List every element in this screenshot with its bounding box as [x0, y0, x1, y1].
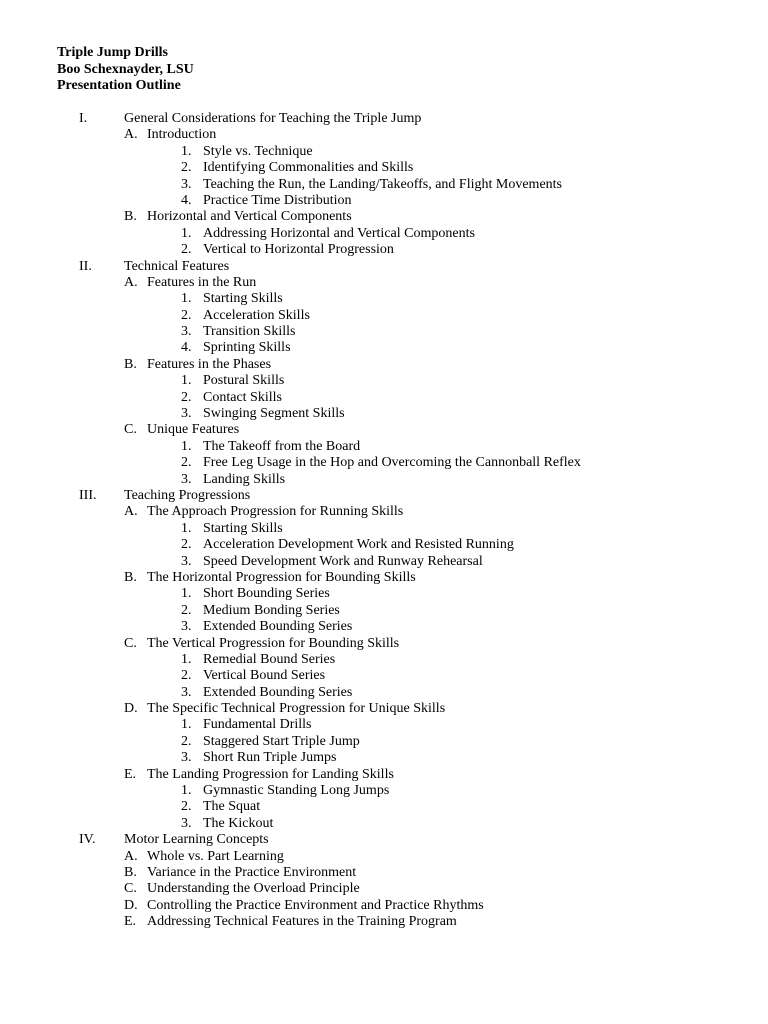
outline-item-level-2: [0, 914, 768, 930]
outline-item-level-3: [0, 734, 768, 750]
outline-item-number: 1.: [181, 717, 192, 733]
outline-item-level-3: [0, 668, 768, 684]
outline-item-level-3: [0, 242, 768, 258]
outline-item-level-1: [0, 259, 768, 275]
outline-item-number: I.: [79, 111, 88, 126]
document-header: [57, 45, 194, 95]
outline-item-level-3: [0, 193, 768, 209]
outline-item-text: Identifying Commonalities and Skills: [203, 160, 414, 176]
outline-item-number: 2.: [181, 307, 192, 323]
outline-item-text: Vertical Bound Series: [203, 668, 326, 684]
outline-item-number: 1.: [181, 651, 192, 667]
outline-item-text: Variance in the Practice Environment: [147, 864, 357, 880]
outline-item-text: Features in the Phases: [147, 356, 272, 372]
outline-item-level-2: [0, 127, 768, 143]
outline-item-number: D.: [124, 701, 138, 717]
outline-item-number: 1.: [181, 586, 192, 602]
outline-item-text: Contact Skills: [203, 389, 282, 405]
outline-item-number: E.: [124, 766, 137, 782]
outline-item-number: 3.: [181, 750, 192, 766]
document-subtitle: Presentation Outline: [57, 78, 181, 94]
presentation-outline: [0, 111, 768, 931]
outline-item-level-3: [0, 586, 768, 602]
outline-item-number: 1.: [181, 783, 192, 799]
outline-item-level-3: [0, 177, 768, 193]
outline-item-level-2: [0, 275, 768, 291]
outline-item-text: Sprinting Skills: [203, 340, 291, 356]
outline-item-text: The Takeoff from the Board: [203, 438, 361, 454]
outline-item-number: A.: [124, 127, 138, 143]
outline-item-level-3: [0, 619, 768, 635]
outline-item-number: 3.: [181, 324, 192, 340]
outline-item-level-3: [0, 455, 768, 471]
outline-item-level-2: [0, 504, 768, 520]
outline-item-level-2: [0, 849, 768, 865]
outline-item-text: Medium Bonding Series: [203, 602, 340, 618]
document-author: Boo Schexnayder, LSU: [57, 61, 194, 77]
outline-item-text: Short Run Triple Jumps: [203, 750, 337, 766]
outline-item-text: The Landing Progression for Landing Skills: [147, 766, 394, 782]
outline-item-level-3: [0, 291, 768, 307]
outline-item-text: Teaching Progressions: [124, 487, 251, 503]
outline-item-text: Teaching the Run, the Landing/Takeoffs, and Flight Movements: [203, 176, 562, 192]
outline-item-number: B.: [124, 569, 137, 585]
outline-item-text: Transition Skills: [203, 324, 296, 340]
outline-item-number: 3.: [181, 815, 192, 831]
outline-item-number: E.: [124, 914, 137, 930]
outline-item-text: The Squat: [203, 799, 261, 815]
outline-item-text: The Approach Progression for Running Skills: [147, 504, 404, 520]
outline-item-level-3: [0, 406, 768, 422]
outline-item-number: 3.: [181, 406, 192, 422]
outline-item-level-2: [0, 881, 768, 897]
outline-item-number: 2.: [181, 799, 192, 815]
outline-item-text: Whole vs. Part Learning: [147, 848, 284, 864]
outline-item-text: Horizontal and Vertical Components: [147, 209, 352, 225]
outline-item-level-3: [0, 717, 768, 733]
outline-item-level-3: [0, 816, 768, 832]
outline-item-text: Addressing Horizontal and Vertical Components: [203, 225, 475, 241]
outline-item-text: Staggered Start Triple Jump: [203, 733, 360, 749]
outline-item-number: 1.: [181, 438, 192, 454]
outline-item-text: Practice Time Distribution: [203, 192, 352, 208]
outline-item-number: C.: [124, 635, 137, 651]
outline-item-number: B.: [124, 356, 137, 372]
outline-item-number: II.: [79, 258, 92, 274]
outline-item-number: 2.: [181, 602, 192, 618]
outline-item-number: 3.: [181, 176, 192, 192]
outline-item-level-3: [0, 537, 768, 553]
outline-item-number: 3.: [181, 471, 192, 487]
outline-item-number: 3.: [181, 684, 192, 700]
outline-item-number: 1.: [181, 225, 192, 241]
outline-item-level-3: [0, 439, 768, 455]
outline-item-level-2: [0, 209, 768, 225]
outline-item-level-3: [0, 750, 768, 766]
outline-item-number: B.: [124, 864, 137, 880]
outline-item-number: D.: [124, 897, 138, 913]
outline-item-level-3: [0, 472, 768, 488]
outline-item-number: A.: [124, 848, 138, 864]
outline-item-level-2: [0, 898, 768, 914]
outline-item-number: 2.: [181, 389, 192, 405]
outline-item-text: The Vertical Progression for Bounding Skills: [147, 635, 400, 651]
outline-item-number: C.: [124, 422, 137, 438]
outline-item-level-3: [0, 783, 768, 799]
outline-item-text: Understanding the Overload Principle: [147, 881, 360, 897]
outline-item-text: Vertical to Horizontal Progression: [203, 242, 394, 258]
outline-item-level-3: [0, 308, 768, 324]
outline-item-number: 3.: [181, 553, 192, 569]
outline-item-number: 4.: [181, 340, 192, 356]
outline-item-number: A.: [124, 504, 138, 520]
outline-item-level-1: [0, 111, 768, 127]
outline-item-level-2: [0, 701, 768, 717]
outline-item-text: General Considerations for Teaching the Triple Jump: [124, 111, 422, 126]
outline-item-text: Extended Bounding Series: [203, 619, 353, 635]
outline-item-level-3: [0, 799, 768, 815]
outline-item-number: 1.: [181, 520, 192, 536]
outline-item-level-2: [0, 865, 768, 881]
outline-item-number: 2.: [181, 537, 192, 553]
outline-item-number: 2.: [181, 160, 192, 176]
outline-item-level-3: [0, 144, 768, 160]
outline-item-level-3: [0, 603, 768, 619]
outline-item-number: 2.: [181, 242, 192, 258]
outline-item-text: Swinging Segment Skills: [203, 406, 345, 422]
outline-item-level-2: [0, 357, 768, 373]
outline-item-text: Acceleration Development Work and Resisted Running: [203, 537, 514, 553]
outline-item-text: The Horizontal Progression for Bounding Skills: [147, 569, 416, 585]
outline-item-text: Fundamental Drills: [203, 717, 312, 733]
outline-item-text: Gymnastic Standing Long Jumps: [203, 783, 390, 799]
outline-item-text: The Kickout: [203, 815, 274, 831]
outline-item-text: Free Leg Usage in the Hop and Overcoming the Cannonball Reflex: [203, 455, 581, 471]
outline-item-number: III.: [79, 487, 97, 503]
outline-item-text: Features in the Run: [147, 274, 257, 290]
outline-item-level-2: [0, 767, 768, 783]
outline-item-text: Controlling the Practice Environment and Practice Rhythms: [147, 897, 484, 913]
outline-item-text: Unique Features: [147, 422, 240, 438]
outline-item-text: Starting Skills: [203, 520, 283, 536]
outline-item-text: Postural Skills: [203, 373, 285, 389]
document-title: Triple Jump Drills: [57, 45, 168, 60]
outline-item-number: 4.: [181, 192, 192, 208]
outline-item-level-3: [0, 390, 768, 406]
outline-item-text: Addressing Technical Features in the Training Program: [147, 914, 457, 930]
outline-item-number: A.: [124, 274, 138, 290]
outline-item-level-3: [0, 373, 768, 389]
outline-item-number: 1.: [181, 143, 192, 159]
outline-item-number: B.: [124, 209, 137, 225]
outline-item-number: 2.: [181, 455, 192, 471]
outline-item-text: Motor Learning Concepts: [124, 832, 269, 848]
outline-item-text: Speed Development Work and Runway Rehearsal: [203, 553, 483, 569]
outline-item-text: Technical Features: [124, 258, 230, 274]
outline-item-number: IV.: [79, 832, 96, 848]
outline-item-level-2: [0, 570, 768, 586]
outline-item-level-3: [0, 324, 768, 340]
outline-item-level-2: [0, 636, 768, 652]
outline-item-number: C.: [124, 881, 137, 897]
outline-item-text: Style vs. Technique: [203, 143, 313, 159]
outline-item-text: Starting Skills: [203, 291, 283, 307]
outline-item-number: 3.: [181, 619, 192, 635]
outline-item-level-3: [0, 226, 768, 242]
outline-item-text: Introduction: [147, 127, 217, 143]
outline-item-level-3: [0, 340, 768, 356]
outline-item-level-1: [0, 832, 768, 848]
outline-item-text: Short Bounding Series: [203, 586, 330, 602]
outline-item-level-3: [0, 652, 768, 668]
outline-item-text: Extended Bounding Series: [203, 684, 353, 700]
outline-item-level-3: [0, 160, 768, 176]
outline-item-number: 2.: [181, 733, 192, 749]
outline-item-text: The Specific Technical Progression for Unique Skills: [147, 701, 446, 717]
outline-item-level-2: [0, 422, 768, 438]
outline-item-text: Remedial Bound Series: [203, 651, 336, 667]
outline-item-level-1: [0, 488, 768, 504]
outline-item-text: Acceleration Skills: [203, 307, 310, 323]
outline-item-level-3: [0, 685, 768, 701]
outline-item-number: 1.: [181, 373, 192, 389]
outline-item-level-3: [0, 554, 768, 570]
outline-item-level-3: [0, 521, 768, 537]
outline-item-number: 2.: [181, 668, 192, 684]
outline-item-number: 1.: [181, 291, 192, 307]
outline-item-text: Landing Skills: [203, 471, 286, 487]
